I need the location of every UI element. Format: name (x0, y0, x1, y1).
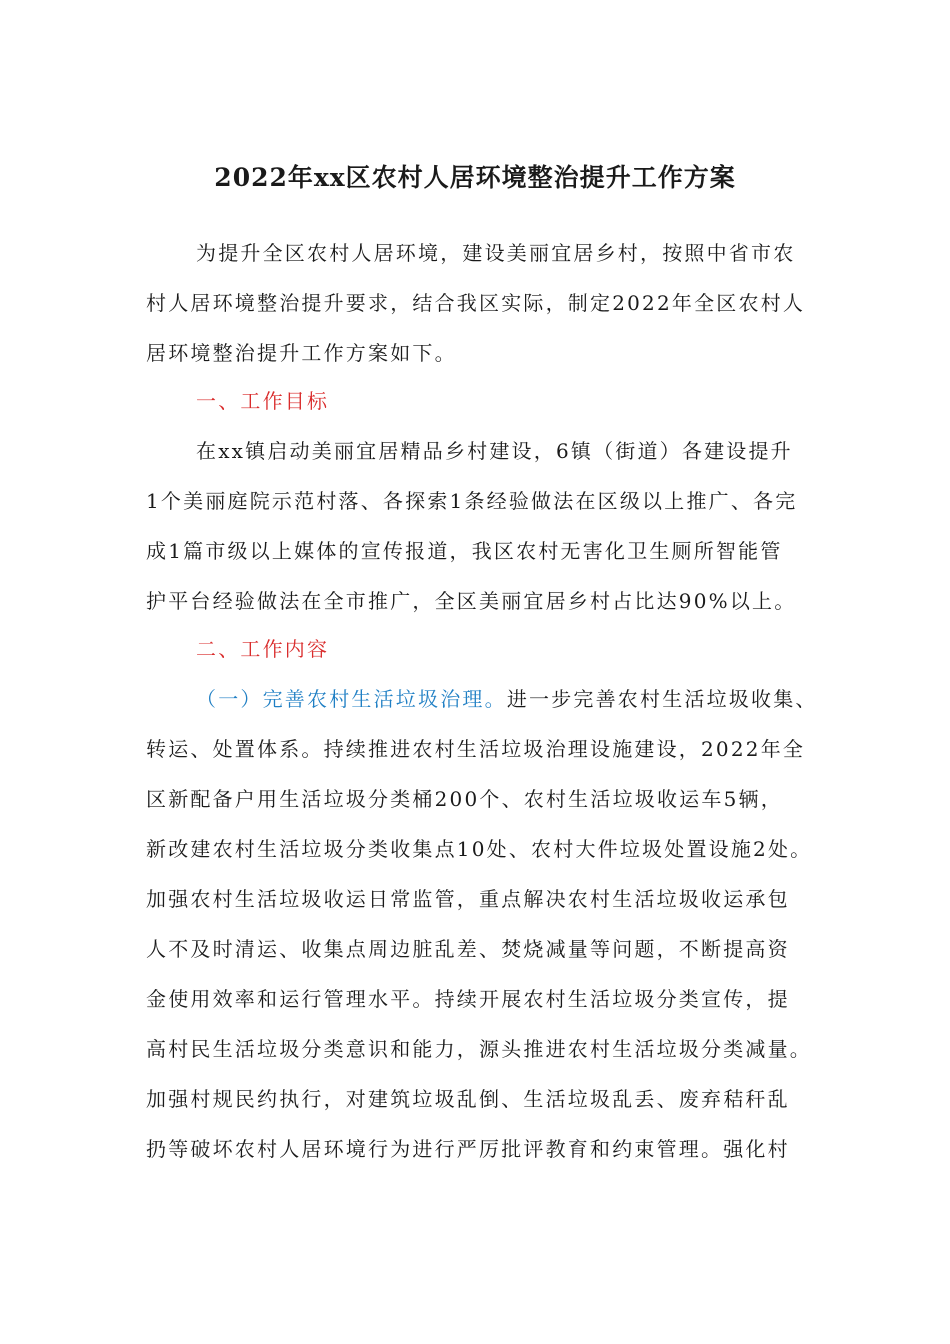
intro-line: 为提升全区农村人居环境，建设美丽宜居乡村，按照中省市农 (196, 241, 796, 265)
item1-line: 转运、处置体系。持续推进农村生活垃圾治理设施建设，2022年全 (146, 737, 806, 761)
goals-line: 护平台经验做法在全市推广，全区美丽宜居乡村占比达90%以上。 (146, 589, 797, 613)
goals-line: 在xx镇启动美丽宜居精品乡村建设，6镇（街道）各建设提升 (196, 439, 793, 463)
document-title: 2022年xx区农村人居环境整治提升工作方案 (214, 163, 736, 192)
goals-line: 1个美丽庭院示范村落、各探索1条经验做法在区级以上推广、各完 (146, 489, 798, 513)
item1-line: 区新配备户用生活垃圾分类桶200个、农村生活垃圾收运车5辆， (146, 787, 783, 811)
item1-line: 新改建农村生活垃圾分类收集点10处、农村大件垃圾处置设施2处。 (146, 837, 813, 861)
item1-line: 金使用效率和运行管理水平。持续开展农村生活垃圾分类宣传，提 (146, 987, 790, 1011)
section-heading-content: 二、工作内容 (196, 637, 330, 661)
item1-heading: （一）完善农村生活垃圾治理。 (196, 687, 507, 711)
item1-line: 加强农村生活垃圾收运日常监管，重点解决农村生活垃圾收运承包 (146, 887, 790, 911)
section-heading-goals: 一、工作目标 (196, 389, 330, 413)
item1-line: 加强村规民约执行，对建筑垃圾乱倒、生活垃圾乱丢、废弃秸秆乱 (146, 1087, 790, 1111)
item1-first-line (196, 684, 876, 714)
item1-line: 人不及时清运、收集点周边脏乱差、焚烧减量等问题，不断提高资 (146, 937, 790, 961)
item1-first-rest: 进一步完善农村生活垃圾收集、 (506, 687, 818, 711)
intro-line: 村人居环境整治提升要求，结合我区实际，制定2022年全区农村人 (146, 291, 806, 315)
intro-line: 居环境整治提升工作方案如下。 (146, 341, 457, 365)
item1-line: 高村民生活垃圾分类意识和能力，源头推进农村生活垃圾分类减量。 (146, 1037, 812, 1061)
goals-line: 成1篇市级以上媒体的宣传报道，我区农村无害化卫生厕所智能管 (146, 539, 783, 563)
item1-line: 扔等破坏农村人居环境行为进行严厉批评教育和约束管理。强化村 (146, 1137, 790, 1161)
